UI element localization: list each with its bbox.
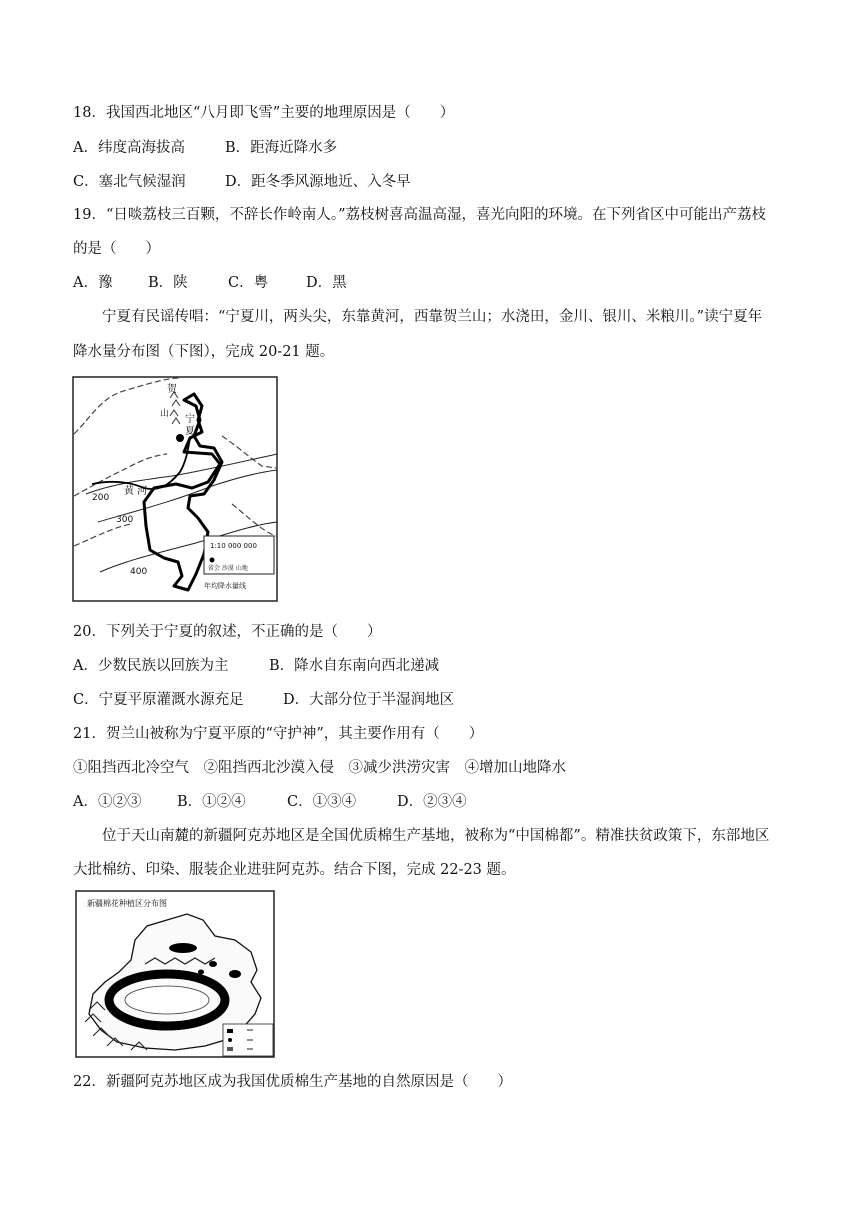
q20-option-d: D．大部分位于半湿润地区 <box>283 692 455 708</box>
q19-stem-line1: 19．“日啖荔枝三百颗，不辞长作岭南人。”荔枝树喜高温高湿，喜光向阳的环境。在下列省区中可能出产荔枝 <box>73 207 767 223</box>
q20-options-row1 <box>73 654 439 675</box>
q20-stem: 20．下列关于宁夏的叙述，不正确的是（ ） <box>73 624 382 640</box>
q21-option-b: B．①②④ <box>177 794 246 810</box>
q18-option-a: A．纬度高海拔高 <box>73 140 185 156</box>
xinjiang-cotton-map <box>75 890 275 1058</box>
map1-iso300: 300 <box>116 515 134 525</box>
q18-option-c: C．塞北气候湿润 <box>73 174 186 190</box>
ningxia-precipitation-map <box>72 376 278 602</box>
q20-option-a: A．少数民族以回族为主 <box>73 658 229 674</box>
q18-options-row2 <box>73 170 411 191</box>
svg-text:山: 山 <box>160 409 170 419</box>
map1-iso200: 200 <box>92 493 110 503</box>
q18-option-b: B．距海近降水多 <box>225 140 338 156</box>
passage2-line2: 大批棉纺、印染、服装企业进驻阿克苏。结合下图，完成 22-23 题。 <box>73 862 516 878</box>
q21-option-c: C．①③④ <box>287 794 357 810</box>
map1-iso400: 400 <box>130 567 148 577</box>
q22-stem: 22．新疆阿克苏地区成为我国优质棉生产基地的自然原因是（ ） <box>73 1074 512 1090</box>
q19-stem-line2: 的是（ ） <box>73 241 160 257</box>
q18-options-row1 <box>73 136 337 157</box>
q21-option-d: D．②③④ <box>397 794 467 810</box>
svg-text:夏: 夏 <box>185 426 195 437</box>
q18-option-d: D．距冬季风源地近、入冬早 <box>225 174 411 190</box>
map1-river-label: 黄 河 <box>124 486 148 497</box>
q18-stem: 18．我国西北地区“八月即飞雪”主要的地理原因是（ ） <box>73 105 455 121</box>
map1-mountain-label: 贺 <box>167 384 177 395</box>
q21-options <box>73 790 467 811</box>
map1-legend-caption: 年均降水量线 <box>204 582 246 590</box>
q21-option-a: A．①②③ <box>73 794 142 810</box>
q20-option-b: B．降水自东南向西北递减 <box>269 658 440 674</box>
q21-stem: 21．贺兰山被称为宁夏平原的“守护神”，其主要作用有（ ） <box>73 726 484 742</box>
q20-options-row2 <box>73 688 454 709</box>
q21-items: ①阻挡西北冷空气 ②阻挡西北沙漠入侵 ③减少洪涝灾害 ④增加山地降水 <box>73 760 566 776</box>
passage1-line1: 宁夏有民谣传唱：“宁夏川，两头尖，东靠黄河，西靠贺兰山；水浇田，金川、银川、米粮川。”读宁夏年 <box>102 309 763 325</box>
q19-option-b: B．陕 <box>148 275 188 291</box>
map1-scale: 1:10 000 000 <box>210 542 257 550</box>
svg-text:宁: 宁 <box>185 414 195 425</box>
map1-legend-items: 省会 沙漠 山地 <box>208 565 248 572</box>
passage2-line1: 位于天山南麓的新疆阿克苏地区是全国优质棉生产基地，被称为“中国棉都”。精准扶贫政策下，东部地区 <box>102 828 770 844</box>
q19-option-c: C．粤 <box>228 275 269 291</box>
passage1-line2: 降水量分布图（下图），完成 20-21 题。 <box>73 344 335 360</box>
map2-title: 新疆棉花种植区分布图 <box>87 899 167 908</box>
q19-option-d: D．黑 <box>306 275 347 291</box>
q19-option-a: A．豫 <box>73 275 113 291</box>
q19-options <box>73 271 347 292</box>
q20-option-c: C．宁夏平原灌溉水源充足 <box>73 692 244 708</box>
